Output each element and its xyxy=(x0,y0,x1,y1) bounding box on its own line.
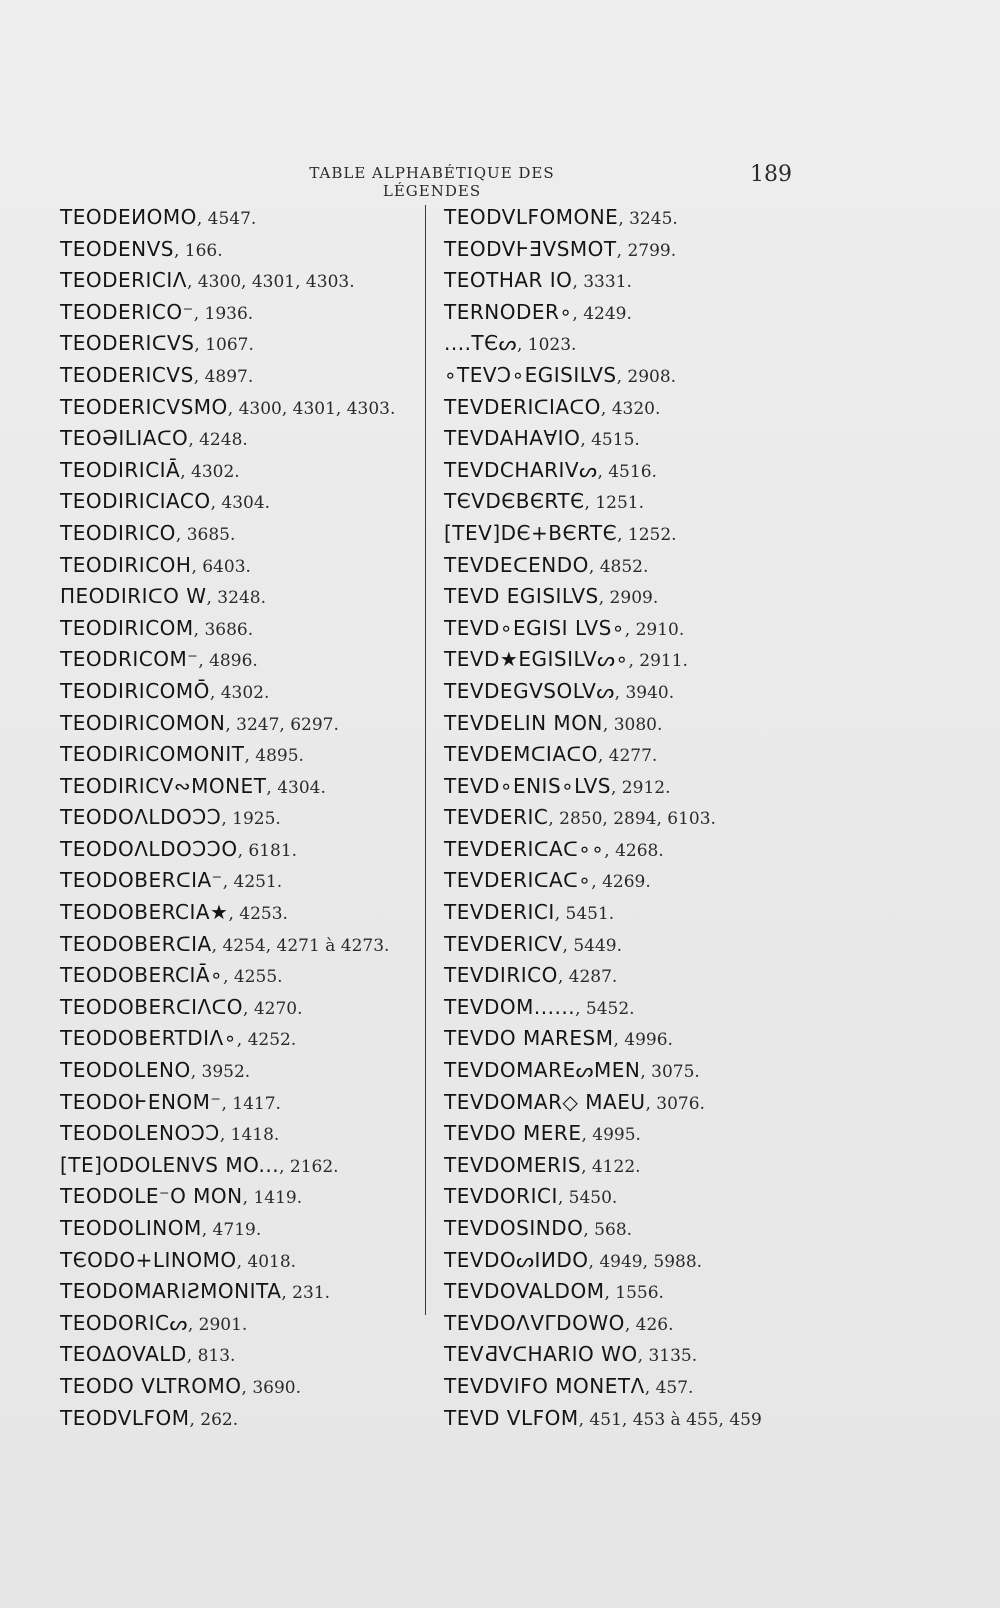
legend-text: TEODOBERᑕIA xyxy=(60,931,212,956)
legend-text: TEODOBERCIĀ∘ xyxy=(60,963,224,988)
legend-text: TEODERICVSMO xyxy=(60,394,228,419)
legend-text: TEODIRICV∾MONET xyxy=(60,773,267,798)
legend-text: TEODIRICOMON xyxy=(60,710,226,735)
reference-numbers: , 3075. xyxy=(640,1062,700,1083)
index-entry xyxy=(60,1087,430,1119)
reference-numbers: , 3690. xyxy=(241,1377,302,1398)
reference-numbers: , 1251. xyxy=(584,493,645,514)
index-entry xyxy=(444,865,804,897)
index-entry xyxy=(60,676,430,708)
running-header: TABLE ALPHABÉTIQUE DES LÉGENDES xyxy=(309,164,555,200)
legend-text: TEODENVS xyxy=(60,236,174,261)
reference-numbers: , 1936. xyxy=(193,303,254,324)
reference-numbers: , 4269. xyxy=(591,872,651,893)
legend-text: TEVDOM...... xyxy=(444,994,576,1019)
reference-numbers: , 2910. xyxy=(624,619,685,640)
reference-numbers: , 4270. xyxy=(243,998,303,1019)
reference-numbers: , 4547. xyxy=(196,209,257,229)
legend-text: TEVD EGISILVS xyxy=(444,584,599,609)
reference-numbers: , 5451. xyxy=(554,904,615,925)
reference-numbers: , 4996. xyxy=(613,1030,673,1051)
legend-text: TEVDERIᑕAᑕ∘ xyxy=(444,868,592,893)
reference-numbers: , 4516. xyxy=(597,461,657,482)
index-entry xyxy=(444,802,804,834)
legend-text: TEVDOMAREᔕMEN xyxy=(444,1058,641,1083)
index-entry xyxy=(444,834,804,866)
legend-text: TEVD VLFOM xyxy=(444,1405,579,1430)
index-entry xyxy=(60,234,430,266)
reference-numbers: , 1419. xyxy=(242,1188,303,1209)
reference-numbers: , 3952. xyxy=(190,1062,251,1083)
index-entry xyxy=(444,897,804,929)
legend-text: ΠEODIRIᑕO W xyxy=(60,584,207,609)
index-entry xyxy=(444,1403,804,1435)
legend-text: TEVDAHAⱯIO xyxy=(444,426,581,451)
legend-text: TEODVLFOM xyxy=(60,1405,190,1430)
legend-text: TEODIRICOM xyxy=(60,615,194,640)
reference-numbers: , 5452. xyxy=(575,998,635,1019)
legend-text: TEODVⱵƎVSMOT xyxy=(444,236,617,261)
reference-numbers: , 2850, 2894, 6103. xyxy=(548,809,716,830)
reference-numbers: , 4896. xyxy=(198,651,258,672)
legend-text: TEVƋVᑕHARIO WO xyxy=(444,1342,638,1367)
reference-numbers: , 4300, 4301, 4303. xyxy=(227,398,396,419)
reference-numbers: , 4719. xyxy=(201,1220,262,1240)
index-entry xyxy=(60,1276,430,1308)
index-entry xyxy=(444,1276,804,1308)
reference-numbers: , 4251. xyxy=(222,872,283,893)
reference-numbers: , 4995. xyxy=(581,1125,641,1146)
legend-text: TEODOLINOM xyxy=(60,1216,202,1240)
index-entry xyxy=(60,581,430,613)
reference-numbers: , 1418. xyxy=(219,1125,280,1146)
index-entry xyxy=(444,960,804,992)
index-entry xyxy=(444,1181,804,1213)
legend-text: TEVDORICI xyxy=(444,1184,558,1209)
index-entry xyxy=(60,929,430,961)
legend-text: TEODIRICO xyxy=(60,520,176,545)
legend-text: TEODIRICIĀ xyxy=(60,457,181,482)
legend-text: TEODOLENO xyxy=(60,1058,191,1083)
left-column xyxy=(60,202,430,1434)
reference-numbers: , 3248. xyxy=(206,588,266,609)
legend-text: TЄODO+LINOMO xyxy=(60,1247,237,1272)
legend-text: TEODERICIΛ xyxy=(60,268,187,293)
reference-numbers: , 4302. xyxy=(209,682,270,703)
index-entry xyxy=(60,644,430,676)
reference-numbers: , 4254, 4271 à 4273. xyxy=(211,935,390,956)
legend-text: TEVD∘EGISI LVS∘ xyxy=(444,615,625,640)
index-entry xyxy=(444,708,804,740)
index-entry xyxy=(60,1371,430,1403)
legend-text: TEODIRICOH xyxy=(60,552,192,577)
reference-numbers: , 3685. xyxy=(175,524,236,545)
legend-text: TEVD∘ENIS∘LVS xyxy=(444,773,611,798)
index-entry xyxy=(444,392,804,424)
legend-text: TEVDERIC xyxy=(444,805,549,830)
index-entry xyxy=(444,1308,804,1340)
legend-text: TEVDOᔕIИDO xyxy=(444,1247,589,1272)
legend-text: TEVD★EGISILVᔕ∘ xyxy=(444,647,629,672)
legend-text: TEODIRICIACO xyxy=(60,489,211,514)
legend-text: TEODOBERᑕIΛᑕO xyxy=(60,994,244,1019)
reference-numbers: , 4300, 4301, 4303. xyxy=(186,272,355,293)
index-entry xyxy=(444,613,804,645)
reference-numbers: , 3686. xyxy=(193,619,254,640)
index-entry xyxy=(444,581,804,613)
reference-numbers: , 2908. xyxy=(616,366,677,387)
reference-numbers: , 4018. xyxy=(236,1251,297,1272)
legend-text: TEODOBERTDIΛ∘ xyxy=(60,1026,237,1051)
index-entry xyxy=(60,1150,430,1182)
reference-numbers: , 457. xyxy=(644,1377,694,1398)
index-entry xyxy=(60,1339,430,1371)
reference-numbers: , 1023. xyxy=(516,335,577,356)
legend-text: TEVDOMAR◇ MAEU xyxy=(444,1089,646,1114)
legend-text: TEVDEᑕENDO xyxy=(444,552,589,577)
index-entry xyxy=(60,1308,430,1340)
legend-text: TEVDERIᑕAᑕ∘∘ xyxy=(444,836,605,861)
index-entry xyxy=(60,960,430,992)
reference-numbers: , 4248. xyxy=(188,430,248,451)
index-entry xyxy=(60,1181,430,1213)
reference-numbers: , 2911. xyxy=(628,651,688,672)
index-entry xyxy=(444,486,804,518)
index-entry xyxy=(444,518,804,550)
legend-text: TEODOⱵENOM⁻ xyxy=(60,1089,222,1114)
reference-numbers: , 4949, 5988. xyxy=(588,1251,703,1272)
reference-numbers: , 2162. xyxy=(279,1156,339,1177)
reference-numbers: , 2799. xyxy=(616,240,677,261)
legend-text: TEODIRICOMŌ xyxy=(60,678,210,703)
index-entry xyxy=(444,550,804,582)
index-entry xyxy=(444,1055,804,1087)
index-entry xyxy=(60,265,430,297)
index-entry xyxy=(444,1339,804,1371)
index-entry xyxy=(444,1371,804,1403)
index-entry xyxy=(444,360,804,392)
legend-text: TЄVDЄBЄRTЄ xyxy=(444,489,585,514)
reference-numbers: , 4253. xyxy=(228,904,288,925)
reference-numbers: , 4897. xyxy=(193,366,254,387)
legend-text: TEODERIᑕVS xyxy=(60,331,195,356)
legend-text: TEODOLENOƆƆ xyxy=(60,1121,220,1146)
reference-numbers: , 3331. xyxy=(572,272,632,293)
index-entry xyxy=(444,1150,804,1182)
reference-numbers: , 4304. xyxy=(210,493,271,514)
reference-numbers: , 4895. xyxy=(244,746,304,767)
reference-numbers: , 3245. xyxy=(618,209,678,229)
legend-text: TEVDO MARESM xyxy=(444,1026,614,1051)
index-entry xyxy=(444,992,804,1024)
reference-numbers: , 3135. xyxy=(637,1346,698,1367)
reference-numbers: , 4852. xyxy=(588,556,649,577)
index-entry xyxy=(444,1023,804,1055)
index-entry xyxy=(60,202,430,234)
index-entry xyxy=(60,550,430,582)
reference-numbers: , 426. xyxy=(624,1314,674,1335)
index-entry xyxy=(60,802,430,834)
reference-numbers: , 4255. xyxy=(223,967,283,988)
reference-numbers: , 568. xyxy=(583,1220,633,1240)
reference-numbers: , 2912. xyxy=(611,777,671,798)
legend-text: TEOƏILIAᑕO xyxy=(60,426,189,451)
index-entry xyxy=(444,328,804,360)
index-entry xyxy=(444,929,804,961)
legend-text: TEODOLE⁻O MON xyxy=(60,1184,243,1209)
index-entry xyxy=(444,771,804,803)
index-entry xyxy=(60,865,430,897)
legend-text: TEVDOVALDOM xyxy=(444,1279,605,1304)
reference-numbers: , 1417. xyxy=(221,1093,281,1114)
index-entry xyxy=(60,423,430,455)
index-entry xyxy=(60,1023,430,1055)
legend-text: TEVDO MERE xyxy=(444,1121,582,1146)
index-entry xyxy=(444,1087,804,1119)
reference-numbers: , 3247, 6297. xyxy=(225,714,339,735)
legend-text: TEODO VLTROMO xyxy=(60,1373,242,1398)
legend-text: TEVDERIᑕIAᑕO xyxy=(444,394,601,419)
reference-numbers: , 1556. xyxy=(604,1283,664,1304)
index-entry xyxy=(60,1245,430,1277)
reference-numbers: , 5450. xyxy=(557,1188,618,1209)
index-entry xyxy=(444,676,804,708)
index-entry xyxy=(444,423,804,455)
index-entry xyxy=(444,1245,804,1277)
index-entry xyxy=(444,455,804,487)
legend-text: TERNODER∘ xyxy=(444,299,573,324)
page-number: 189 xyxy=(750,162,792,187)
reference-numbers: , 451, 453 à 455, 459 xyxy=(578,1409,762,1430)
reference-numbers: , 2909. xyxy=(598,588,659,609)
column-divider xyxy=(425,205,426,1315)
reference-numbers: , 4304. xyxy=(266,777,326,798)
reference-numbers: , 4277. xyxy=(597,746,658,767)
legend-text: TEVDOMERIS xyxy=(444,1152,582,1177)
legend-text: ....TЄᔕ xyxy=(444,331,517,356)
legend-text: ∘TEVƆ∘EGISILVS xyxy=(444,362,617,387)
reference-numbers: , 4287. xyxy=(557,967,618,988)
reference-numbers: , 262. xyxy=(189,1409,239,1430)
legend-text: TEODOBERᑕIA⁻ xyxy=(60,868,223,893)
legend-text: TEODEИOMO xyxy=(60,205,197,229)
legend-text: TEODERICVS xyxy=(60,362,194,387)
legend-text: TEVDEGVSOLVᔕ xyxy=(444,678,615,703)
reference-numbers: , 813. xyxy=(186,1346,236,1367)
index-entry xyxy=(444,265,804,297)
index-entry xyxy=(444,739,804,771)
index-entry xyxy=(60,518,430,550)
legend-text: TEVDEMᑕIAᑕO xyxy=(444,742,598,767)
index-entry xyxy=(60,897,430,929)
legend-text: TEVDERICV xyxy=(444,931,563,956)
legend-text: TEVDOSINDO xyxy=(444,1216,584,1240)
reference-numbers: , 4268. xyxy=(604,840,664,861)
index-entry xyxy=(444,1213,804,1245)
index-entry xyxy=(60,455,430,487)
index-entry xyxy=(444,1118,804,1150)
index-entry xyxy=(60,1055,430,1087)
legend-text: TEODIRICOMONIT xyxy=(60,742,245,767)
reference-numbers: , 6403. xyxy=(191,556,251,577)
reference-numbers: , 3940. xyxy=(614,682,675,703)
legend-text: TEVDELIN MON xyxy=(444,710,603,735)
index-entry xyxy=(60,297,430,329)
index-entry xyxy=(60,992,430,1024)
legend-text: TEODOBERCIA★ xyxy=(60,900,229,925)
legend-text: TEODRICOM⁻ xyxy=(60,647,199,672)
legend-text: TEODOMARIƧMONITA xyxy=(60,1279,282,1304)
index-entry xyxy=(444,644,804,676)
index-entry xyxy=(60,1118,430,1150)
reference-numbers: , 231. xyxy=(281,1283,331,1304)
legend-text: TEOΔOVALD xyxy=(60,1342,187,1367)
legend-text: TEVDOΛVΓDOWO xyxy=(444,1310,625,1335)
reference-numbers: , 5449. xyxy=(562,935,622,956)
index-entry xyxy=(60,613,430,645)
legend-text: TEODOΛLDOƆƆO xyxy=(60,836,238,861)
index-entry xyxy=(60,1403,430,1435)
reference-numbers: , 6181. xyxy=(237,840,298,861)
legend-text: TEVDIRICO xyxy=(444,963,558,988)
reference-numbers: , 3076. xyxy=(645,1093,705,1114)
reference-numbers: , 4320. xyxy=(600,398,661,419)
index-entry xyxy=(60,708,430,740)
reference-numbers: , 2901. xyxy=(187,1314,248,1335)
legend-text: TEVDERICI xyxy=(444,900,555,925)
reference-numbers: , 1067. xyxy=(194,335,254,356)
index-entry xyxy=(60,739,430,771)
index-entry xyxy=(444,234,804,266)
legend-text: TEODERICO⁻ xyxy=(60,299,194,324)
reference-numbers: , 3080. xyxy=(602,714,663,735)
index-entry xyxy=(60,328,430,360)
legend-text: [TEV]DЄ+BЄRTЄ xyxy=(444,520,618,545)
index-entry xyxy=(444,202,804,234)
reference-numbers: , 4302. xyxy=(180,461,240,482)
legend-text: TEVDCHARIVᔕ xyxy=(444,457,598,482)
index-entry xyxy=(60,771,430,803)
legend-text: TEODOΛLDOƆƆ xyxy=(60,805,222,830)
reference-numbers: , 4249. xyxy=(572,303,632,324)
reference-numbers: , 1925. xyxy=(221,809,281,830)
index-entry xyxy=(60,360,430,392)
legend-text: [TE]ODOLENVS MO... xyxy=(60,1152,280,1177)
reference-numbers: , 1252. xyxy=(617,524,677,545)
index-entry xyxy=(60,1213,430,1245)
legend-text: TEVDVIFO MONETΛ xyxy=(444,1373,645,1398)
reference-numbers: , 166. xyxy=(173,240,223,261)
reference-numbers: , 4515. xyxy=(580,430,640,451)
index-entry xyxy=(60,486,430,518)
index-entry xyxy=(60,834,430,866)
index-entry xyxy=(60,392,430,424)
legend-text: TEOTHAR IO xyxy=(444,268,573,293)
reference-numbers: , 4122. xyxy=(581,1156,641,1177)
right-column xyxy=(444,202,804,1434)
reference-numbers: , 4252. xyxy=(236,1030,297,1051)
legend-text: TEODORICᔕ xyxy=(60,1310,188,1335)
legend-text: TEODVLFOMONE xyxy=(444,205,619,229)
index-entry xyxy=(444,297,804,329)
